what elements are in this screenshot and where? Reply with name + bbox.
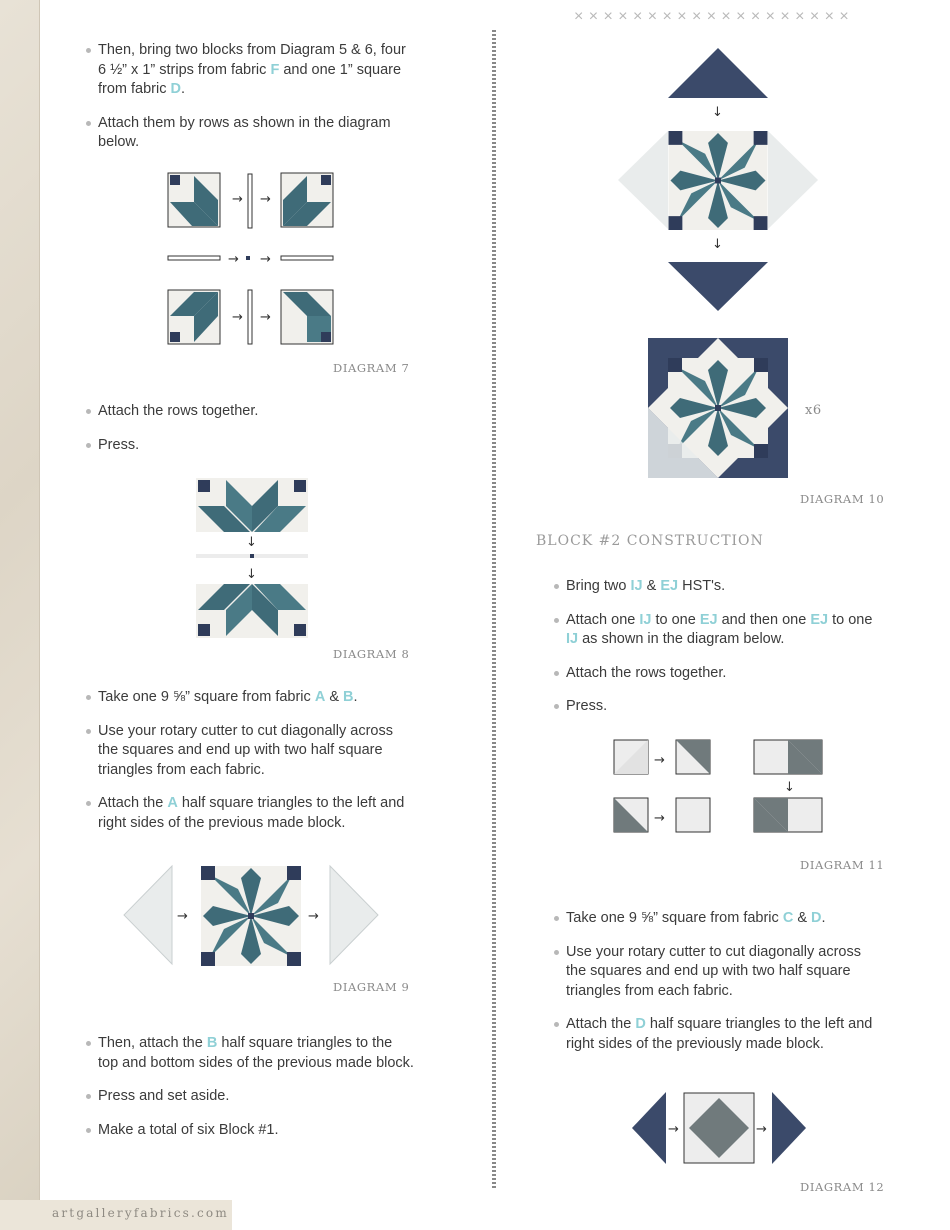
instruction-item	[86, 436, 416, 456]
fabric-letter: F	[270, 61, 280, 78]
instruction-text: to one	[828, 611, 873, 628]
fabric-letter: D	[635, 1016, 646, 1033]
instruction-text: Make a total of six Block #1.	[98, 1121, 279, 1138]
diagram-7-caption: DIAGRAM 7	[333, 361, 410, 375]
column-divider	[492, 30, 496, 1188]
instruction-item	[86, 114, 416, 153]
fabric-letter: A	[167, 795, 178, 812]
svg-text:↓: ↓	[246, 567, 257, 582]
instruction-text: half square triangles to the left and right sides of the previous made block.	[98, 795, 405, 831]
top-navy-triangle	[668, 48, 768, 98]
diagram-8	[196, 478, 310, 638]
instruction-text: Attach the	[566, 1016, 636, 1033]
instruction-text: Take one 9 ⅝” square from fabric	[566, 910, 783, 926]
instruction-text: &	[642, 578, 661, 594]
diagram-11-caption: DIAGRAM 11	[800, 858, 885, 872]
diagram-7	[166, 170, 338, 348]
instruction-item	[86, 1121, 416, 1141]
fabric-letter: B	[343, 689, 354, 705]
section-heading: BLOCK #2 CONSTRUCTION	[536, 533, 764, 549]
instruction-text: .	[353, 689, 358, 705]
fabric-letter: C	[782, 910, 794, 926]
instruction-text: Press.	[566, 698, 608, 715]
instruction-text: .	[181, 81, 186, 98]
instruction-item	[554, 611, 884, 650]
instruction-text: Then, attach the	[98, 1035, 207, 1051]
svg-text:→: →	[260, 310, 271, 325]
instruction-item	[86, 41, 416, 100]
right-fabric-triangle	[330, 866, 378, 964]
svg-text:↓: ↓	[246, 535, 257, 550]
svg-text:↓: ↓	[784, 780, 795, 795]
star-block-half	[168, 173, 220, 227]
diagram-12-caption: DIAGRAM 12	[800, 1180, 885, 1194]
fabric-letter: D	[811, 910, 822, 926]
instruction-item	[86, 1087, 416, 1107]
svg-text:→: →	[177, 909, 188, 924]
fabric-letter: EJ	[810, 611, 829, 628]
instruction-item	[86, 402, 416, 422]
instruction-item	[554, 909, 884, 929]
svg-text:→: →	[260, 192, 271, 207]
instruction-text: HST's.	[678, 578, 726, 594]
left-fabric-triangle	[124, 866, 172, 964]
svg-text:→: →	[308, 909, 319, 924]
instruction-text: Attach the rows together.	[566, 664, 727, 681]
instruction-item	[86, 722, 416, 781]
cross-stitch-decoration: ×××××××××××××××××××	[574, 8, 855, 25]
instruction-text: .	[821, 910, 826, 926]
diagram-11	[612, 738, 826, 834]
fabric-letter: IJ	[566, 631, 579, 648]
fabric-texture-strip	[0, 0, 40, 1230]
instruction-text: half square triangles to the top and bottom sides of the previous made block.	[98, 1035, 414, 1071]
instruction-text: Then, bring two blocks from Diagram 5 & 6, four 6 ½” x 1” strips from fabric	[98, 42, 406, 78]
instruction-text: and one 1” square from fabric	[98, 61, 402, 98]
block2-instructions-list-2	[554, 909, 884, 1055]
instruction-text: Attach the rows together.	[98, 403, 259, 419]
svg-text:→: →	[232, 310, 243, 325]
instruction-text: Press and set aside.	[98, 1088, 230, 1105]
instruction-text: &	[325, 689, 344, 705]
fabric-letter: EJ	[699, 611, 718, 628]
diagram-10-caption: DIAGRAM 10	[800, 492, 885, 506]
quantity-label: x6	[805, 403, 822, 418]
instruction-text: Attach the	[98, 795, 168, 812]
fabric-letter: B	[206, 1035, 218, 1051]
diagram-9	[122, 864, 382, 966]
instruction-text: Use your rotary cutter to cut diagonally across the squares and end up with two half square triangles from each fabric.	[98, 722, 393, 778]
instruction-item	[86, 794, 416, 833]
svg-text:→: →	[232, 192, 243, 207]
instruction-item	[554, 664, 884, 684]
fabric-letter: IJ	[639, 611, 652, 628]
diagram-10-assembly	[618, 48, 818, 312]
instruction-item	[86, 1034, 416, 1073]
diagram-8-caption: DIAGRAM 8	[333, 647, 410, 661]
instruction-item	[554, 577, 884, 597]
instruction-item	[86, 688, 416, 708]
instruction-text: Attach one	[566, 611, 640, 628]
instruction-item	[554, 1015, 884, 1054]
svg-text:→: →	[756, 1122, 767, 1137]
instruction-text: half square triangles to the left and right sides of the previously made block.	[566, 1016, 873, 1052]
instruction-text: Attach them by rows as shown in the diagram below.	[98, 114, 391, 151]
instruction-text: as shown in the diagram below.	[578, 631, 785, 648]
instruction-text: Bring two	[566, 578, 631, 594]
instructions-list-2	[86, 402, 416, 455]
svg-text:→: →	[260, 252, 271, 267]
fabric-letter: IJ	[630, 578, 643, 594]
block2-instructions-list	[554, 577, 884, 717]
diagram-12	[630, 1090, 808, 1166]
fabric-letter: EJ	[660, 578, 679, 594]
fabric-letter: A	[314, 689, 326, 705]
instruction-text: and then one	[717, 611, 811, 628]
svg-text:→: →	[654, 753, 665, 768]
svg-text:↓: ↓	[712, 105, 723, 120]
svg-text:→: →	[668, 1122, 679, 1137]
fabric-letter: D	[170, 81, 181, 98]
instruction-text: to one	[651, 611, 700, 628]
instructions-list-4	[86, 1034, 416, 1140]
instruction-text: Press.	[98, 436, 140, 453]
bottom-navy-triangle	[668, 262, 768, 311]
instructions-list-3	[86, 688, 416, 834]
svg-text:→: →	[654, 811, 665, 826]
svg-text:→: →	[228, 252, 239, 267]
instruction-item	[554, 697, 884, 717]
diagram-9-caption: DIAGRAM 9	[333, 980, 410, 994]
svg-text:↓: ↓	[712, 237, 723, 252]
instruction-text: Use your rotary cutter to cut diagonally across the squares and end up with two half square triangles from each fabric.	[566, 943, 861, 999]
instructions-list-1	[86, 41, 416, 153]
diagram-10-finished-block	[648, 338, 788, 478]
instruction-text: &	[793, 910, 812, 926]
instruction-item	[554, 943, 884, 1002]
instruction-text: Take one 9 ⅝” square from fabric	[98, 689, 315, 705]
footer-url: artgalleryfabrics.com	[52, 1206, 229, 1220]
